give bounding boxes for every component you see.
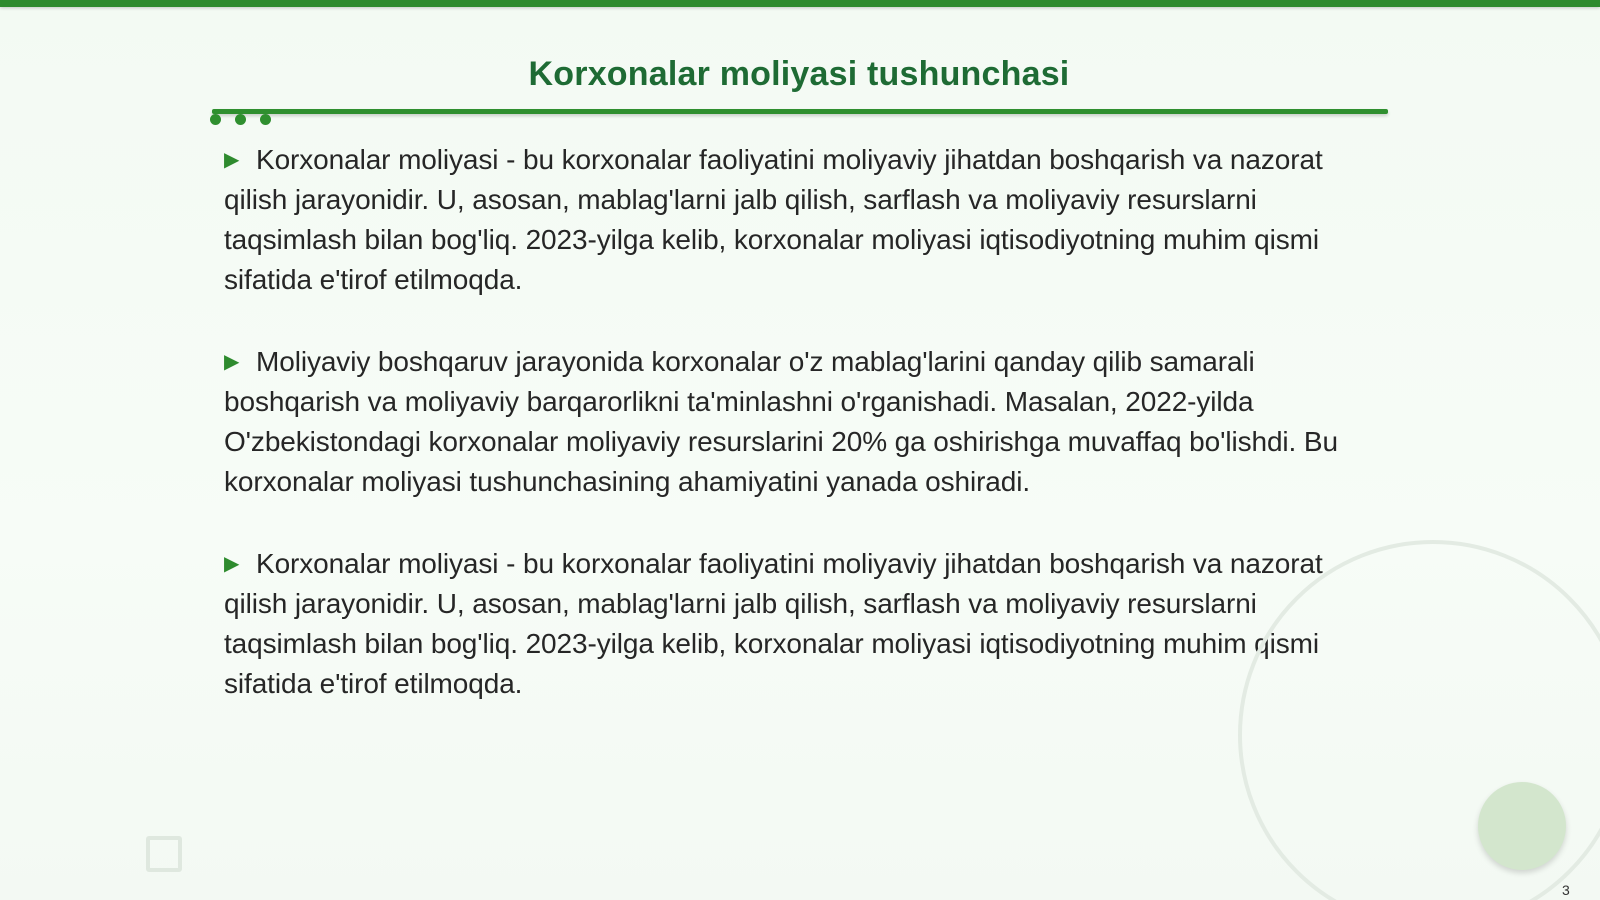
bullet-paragraph xyxy=(224,544,1374,704)
bullet-paragraph xyxy=(224,342,1374,502)
rule-dot-decoration xyxy=(235,114,246,125)
paragraph-text: Korxonalar moliyasi - bu korxonalar faoliyatini moliyaviy jihatdan boshqarish va nazorat qilish jarayonidir. U, asosan, mablag'larni jalb qilish, sarflash va moliyaviy resurslarni taqsimlash bilan bog'liq. 2023-yilga kelib, korxonalar moliyasi iqtisodiyotning muhim qismi sifatida e'tirof etilmoqda. xyxy=(224,144,1323,295)
top-accent-bar xyxy=(0,0,1600,7)
rule-dot-decoration xyxy=(260,114,271,125)
triangle-right-icon: ▶ xyxy=(224,351,240,373)
slide-body xyxy=(224,140,1374,746)
page-number: 3 xyxy=(1562,882,1570,898)
decorative-dot xyxy=(1478,782,1566,870)
triangle-right-icon: ▶ xyxy=(224,553,240,575)
paragraph-text: Korxonalar moliyasi - bu korxonalar faoliyatini moliyaviy jihatdan boshqarish va nazorat qilish jarayonidir. U, asosan, mablag'larni jalb qilish, sarflash va moliyaviy resurslarni taqsimlash bilan bog'liq. 2023-yilga kelib, korxonalar moliyasi iqtisodiyotning muhim qismi sifatida e'tirof etilmoqda. xyxy=(224,548,1323,699)
rule-dot-decoration xyxy=(210,114,221,125)
paragraph-text: Moliyaviy boshqaruv jarayonida korxonalar o'z mablag'larini qanday qilib samarali boshqarish va moliyaviy barqarorlikni ta'minlashni o'rganishadi. Masalan, 2022-yilda O'zbekistondagi korxonalar moliyaviy resurslarini 20% ga oshirishga muvaffaq bo'lishdi. Bu korxonalar moliyasi tushunchasining ahamiyatini yanada oshiradi. xyxy=(224,346,1338,497)
title-underline xyxy=(212,109,1388,114)
bullet-paragraph xyxy=(224,140,1374,300)
decorative-square xyxy=(146,836,182,872)
triangle-right-icon: ▶ xyxy=(224,149,240,171)
slide-title: Korxonalar moliyasi tushunchasi xyxy=(528,55,1070,93)
